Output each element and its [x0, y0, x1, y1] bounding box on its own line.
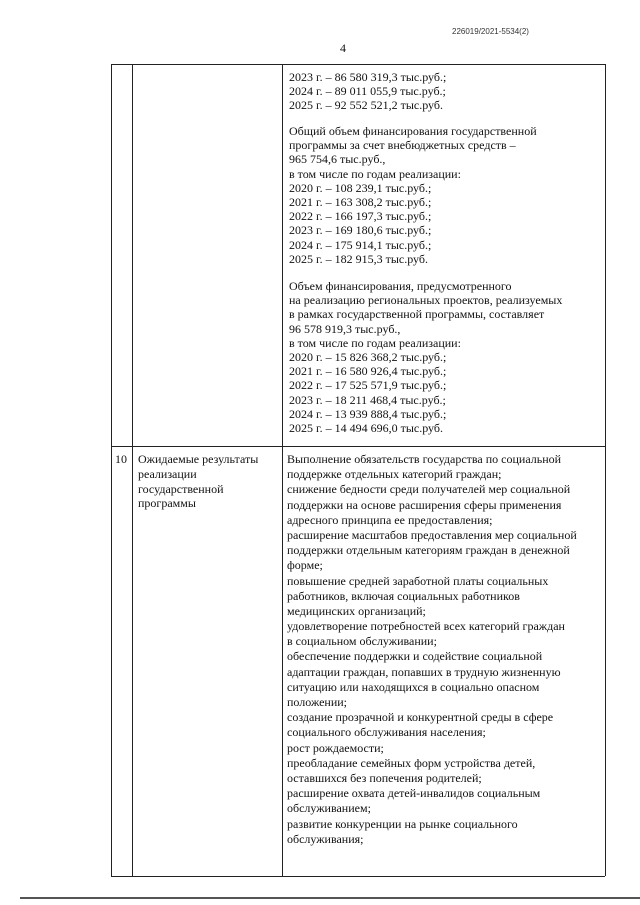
regional-projects-funding-block — [289, 279, 605, 435]
extrabudget-funding-block — [289, 124, 605, 266]
funding-line: Объем финансирования, предусмотренного — [289, 279, 512, 293]
result-line: создание прозрачной и конкурентной среды в сфере — [287, 710, 554, 725]
funding-line: 2023 г. – 169 180,6 тыс.руб.; — [289, 223, 432, 238]
funding-line: Общий объем финансирования государственной — [289, 124, 537, 138]
result-line: обеспечение поддержки и содействие социальной — [287, 649, 543, 664]
result-line: снижение бедности среди получателей мер социальной — [287, 482, 571, 497]
table-border-number-column — [132, 64, 133, 876]
row-label-line: программы — [138, 496, 196, 511]
result-line: социального обслуживания населения; — [287, 725, 486, 740]
result-line: преобладание семейных форм устройства детей, — [287, 755, 536, 770]
table-border-bottom — [111, 876, 605, 877]
funding-line: в рамках государственной программы, составляет — [289, 307, 545, 322]
table-border-left — [111, 64, 112, 876]
funding-line: в том числе по годам реализации: — [289, 166, 461, 181]
row-label-line: Ожидаемые результаты — [138, 452, 259, 466]
result-line: Выполнение обязательств государства по социальной — [287, 452, 562, 466]
row-label-expected-results — [138, 452, 278, 511]
result-line: обслуживанием; — [287, 801, 371, 816]
result-line: поддержке отдельных категорий граждан; — [287, 467, 502, 482]
row-number: 10 — [115, 452, 127, 466]
funding-line: 2020 г. – 108 239,1 тыс.руб.; — [289, 180, 432, 195]
table-row-divider — [111, 446, 605, 447]
funding-line: 2022 г. – 17 525 571,9 тыс.руб.; — [289, 378, 447, 393]
result-line: обслуживания; — [287, 831, 364, 846]
funding-line: на реализацию региональных проектов, реализуемых — [289, 293, 563, 308]
page-bottom-rule — [20, 897, 640, 899]
funding-line: 96 578 919,3 тыс.руб., — [289, 321, 401, 336]
table-border-top — [111, 64, 605, 65]
funding-line: 2025 г. – 92 552 521,2 тыс.руб. — [289, 98, 443, 113]
funding-line: 2025 г. – 182 915,3 тыс.руб. — [289, 251, 428, 266]
funding-line: 2024 г. – 89 011 055,9 тыс.руб.; — [289, 84, 446, 99]
funding-tail-block — [289, 70, 605, 113]
result-line: положении; — [287, 695, 348, 709]
result-line: удовлетворение потребностей всех категорий граждан — [287, 619, 565, 634]
result-line: адресного принципа ее предоставления; — [287, 512, 493, 527]
result-line: расширение масштабов предоставления мер социальной — [287, 527, 577, 542]
funding-line: в том числе по годам реализации: — [289, 335, 461, 350]
funding-line: 2023 г. – 86 580 319,3 тыс.руб.; — [289, 70, 447, 84]
funding-line: 2021 г. – 16 580 926,4 тыс.руб.; — [289, 364, 447, 379]
funding-line: 2024 г. – 13 939 888,4 тыс.руб.; — [289, 406, 447, 421]
funding-line: 2024 г. – 175 914,1 тыс.руб.; — [289, 237, 432, 252]
table-border-middle — [282, 64, 283, 876]
funding-line: 2020 г. – 15 826 368,2 тыс.руб.; — [289, 349, 447, 364]
row-label-line: реализации — [138, 466, 197, 481]
document-id: 226019/2021-5534(2) — [452, 27, 529, 36]
funding-line: 2022 г. – 166 197,3 тыс.руб.; — [289, 209, 432, 224]
result-line: поддержки на основе расширения сферы применения — [287, 497, 562, 512]
result-line: работников, включая социальных работников — [287, 588, 520, 603]
result-line: повышение средней заработной платы социальных — [287, 573, 549, 588]
result-line: расширение охвата детей-инвалидов социальным — [287, 786, 541, 801]
result-line: адаптации граждан, попавших в трудную жизненную — [287, 664, 561, 679]
funding-line: 2025 г. – 14 494 696,0 тыс.руб. — [289, 420, 443, 435]
page-number: 4 — [340, 41, 346, 55]
table-border-right — [605, 64, 606, 876]
result-line: рост рождаемости; — [287, 740, 384, 755]
funding-line: программы за счет внебюджетных средств – — [289, 138, 516, 153]
result-line: форме; — [287, 558, 323, 573]
result-line: поддержки отдельным категориям граждан в денежной — [287, 543, 570, 558]
funding-line: 2021 г. – 163 308,2 тыс.руб.; — [289, 194, 432, 209]
expected-results-list — [287, 452, 605, 847]
result-line: в социальном обслуживании; — [287, 634, 437, 649]
result-line: оставшихся без попечения родителей; — [287, 770, 482, 785]
result-line: медицинских организаций; — [287, 603, 426, 618]
funding-line: 2023 г. – 18 211 468,4 тыс.руб.; — [289, 392, 446, 407]
result-line: развитие конкуренции на рынке социального — [287, 816, 518, 831]
funding-line: 965 754,6 тыс.руб., — [289, 152, 386, 167]
row-label-line: государственной — [138, 481, 224, 496]
result-line: ситуацию или находящихся в социально опасном — [287, 679, 540, 694]
